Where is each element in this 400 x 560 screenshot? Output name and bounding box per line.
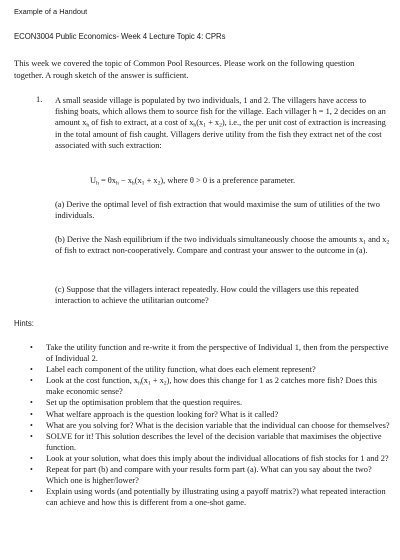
course-title: ECON3004 Public Economics- Week 4 Lecture Topic 4: CPRs [14, 32, 226, 41]
hint-text: Look at the cost function, x [46, 376, 139, 386]
hint-item [24, 420, 390, 431]
part-a: (a) Derive the optimal level of fish extraction that would maximise the sum of utilities of the two individuals. [55, 200, 380, 221]
hint-text: Take the utility function and re-write it from the perspective of Individual 1, then from the perspective of Individual 2. [46, 343, 389, 364]
subscript: h [115, 180, 119, 187]
question-text-part: (x [196, 118, 204, 128]
question-text-part: ), i.e., the per unit cost of extraction is increasing in the total amount of fish caught. Villagers derive utility from the fish they extract net of the cost associated with such extraction: [55, 118, 386, 150]
header-note: Example of a Handout [14, 7, 88, 16]
subscript: 1 [363, 239, 366, 246]
bullet-icon: • [30, 465, 33, 475]
hints-list [24, 342, 390, 508]
equation-part: (x [134, 176, 142, 185]
hint-item [24, 375, 390, 397]
hint-item [24, 397, 390, 408]
subscript: 2 [219, 122, 222, 129]
bullet-icon: • [30, 431, 33, 441]
hint-text: ), how does this change for 1 as 2 catches more fish? Does this make economic sense? [46, 376, 377, 397]
bullet-icon: • [30, 376, 33, 386]
part-c: (c) Suppose that the villagers interact repeatedly. How could the villagers use this repeated interaction to achieve the utilitarian outcome? [55, 285, 359, 306]
hint-item [24, 364, 390, 375]
part-b-text: (b) Derive the Nash equilibrium if the two individuals simultaneously choose the amounts x [55, 235, 364, 244]
intro-paragraph: This week we covered the topic of Common Pool Resources. Please work on the following question together. A rough sketch of the answer is sufficient. [14, 58, 355, 80]
question-text [55, 95, 390, 151]
equation-part: = θx [98, 176, 116, 185]
subscript: h [193, 122, 197, 129]
subscript: 2 [386, 239, 390, 246]
bullet-icon: • [30, 453, 33, 463]
hint-text: What are you solving for? What is the decision variable that the individual can choose for themselves? [46, 420, 390, 430]
hint-text: Label each component of the utility function, what does each element represent? [46, 365, 316, 375]
bullet-icon: • [30, 365, 33, 375]
subscript: 2 [157, 180, 161, 187]
equation-part: − x [118, 176, 132, 185]
hint-text: What welfare approach is the question looking for? What is it called? [46, 409, 279, 419]
bullet-icon: • [30, 343, 33, 352]
question-text-part: + x [205, 118, 220, 128]
subscript: h [138, 380, 141, 387]
hint-item [24, 342, 390, 364]
hint-item [24, 431, 390, 453]
hint-text: Explain using words (and potentially by illustrating using a payoff matrix?) what repeated interaction can achieve and how this is different from a one-shot game. [46, 487, 386, 508]
hint-item [24, 453, 390, 464]
bullet-icon: • [30, 420, 33, 430]
hint-item [24, 409, 390, 420]
question-text-part: of fish to extract, at a cost of x [89, 118, 194, 128]
hint-item [24, 486, 390, 508]
hint-item [24, 464, 390, 486]
hint-text: Look at your solution, what does this imply about the individual allocations of fish stocks for 1 and 2? [46, 453, 389, 463]
subscript: h [86, 122, 90, 129]
hint-text: (x [140, 376, 148, 386]
utility-equation [90, 176, 295, 185]
bullet-icon: • [30, 487, 33, 497]
equation-part: U [90, 176, 97, 185]
hint-text: + x [150, 376, 164, 386]
hint-text: Repeat for part (b) and compare with your results form part (a). What can you say about the two? Which one is higher/lower? [46, 465, 372, 486]
part-b [55, 234, 390, 256]
hint-text: Set up the optimisation problem that the question requires. [46, 398, 243, 408]
subscript: 1 [147, 380, 151, 387]
subscript: 2 [163, 380, 167, 387]
equation-part: + x [144, 176, 158, 185]
subscript: h [131, 180, 135, 187]
bullet-icon: • [30, 398, 33, 408]
equation-part: ), where θ > 0 is a preference parameter. [160, 176, 296, 185]
question-text-part: A small seaside village is populated by two individuals, 1 and 2. The villagers have access to fishing boats, which allows them to source fish for the village. Each villager h = 1, 2 decides on an amount x [55, 96, 386, 128]
part-b-text: and x [366, 235, 387, 244]
part-b-text: of fish to extract non-cooperatively. Compare and contrast your answer to the outcome in (a). [55, 246, 368, 256]
subscript: 1 [203, 122, 206, 129]
hints-label: Hints: [14, 319, 34, 328]
subscript: h [96, 180, 99, 187]
bullet-icon: • [30, 409, 33, 419]
hint-text: SOLVE for it! This solution describes the level of the decision variable that maximises the objective function. [46, 431, 382, 452]
subscript: 1 [141, 180, 145, 187]
question-number: 1. [36, 95, 43, 104]
